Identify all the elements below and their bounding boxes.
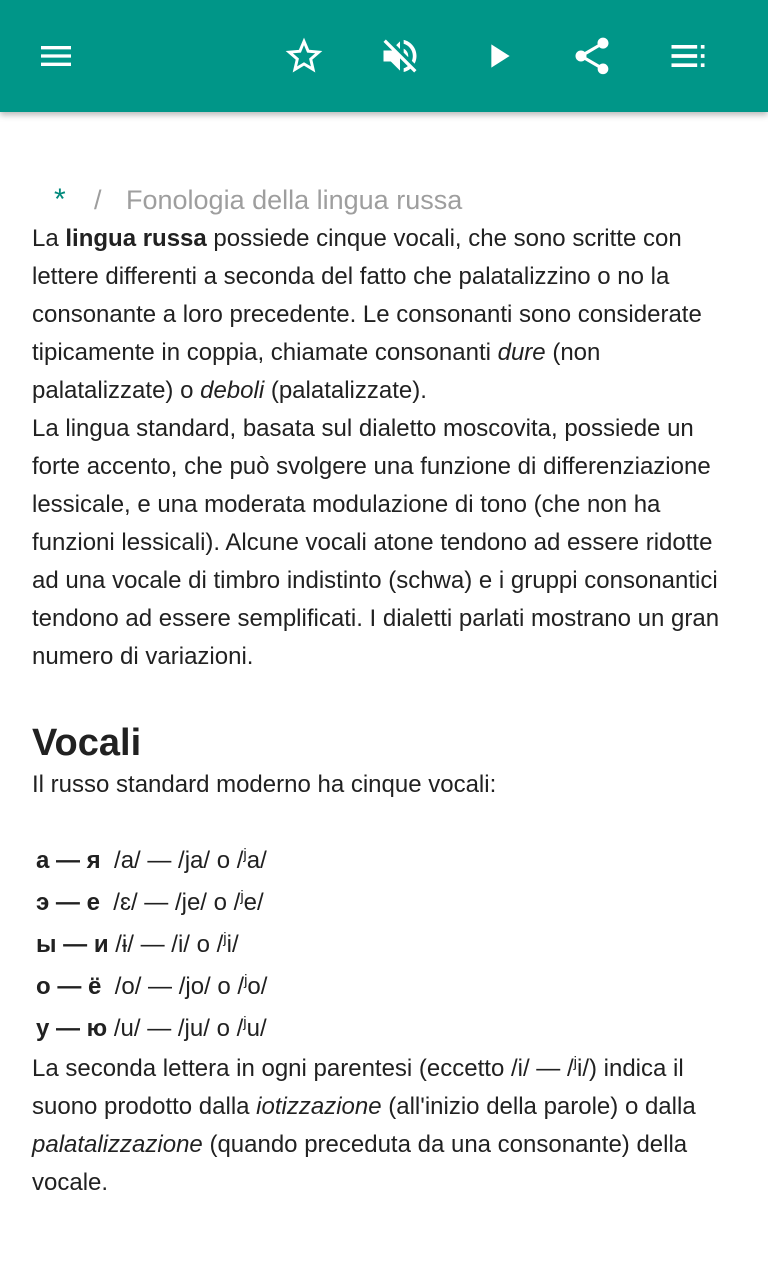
text-run: possiede cinque vocali, che sono scritte con lettere differenti a seconda del fatto che palatalizzino o no la consonante a loro precedente. Le consonanti sono considerate tipicamente in coppia, chiamate consonanti bbox=[32, 225, 702, 366]
mute-button[interactable] bbox=[368, 24, 432, 88]
ipa-text: o/ bbox=[247, 973, 268, 1000]
app-toolbar bbox=[0, 0, 768, 112]
article-content bbox=[32, 112, 742, 1202]
breadcrumb bbox=[32, 180, 742, 220]
text-run: i/) indica il suono prodotto dalla bbox=[32, 1055, 684, 1120]
ipa-superscript: j bbox=[240, 888, 244, 905]
ipa-superscript: j bbox=[244, 972, 248, 989]
playlist-button[interactable] bbox=[656, 24, 720, 88]
ipa-superscript: j bbox=[223, 930, 227, 947]
vowel-row bbox=[32, 882, 742, 924]
breadcrumb-root-link[interactable]: * bbox=[54, 183, 66, 216]
intro-paragraph bbox=[32, 220, 742, 410]
ipa-text: i/ bbox=[226, 931, 239, 958]
vowel-row bbox=[32, 840, 742, 882]
italic-term: deboli bbox=[200, 377, 265, 404]
ipa-superscript: j bbox=[243, 1014, 247, 1031]
vowel-pair: о — ё bbox=[36, 973, 102, 1000]
vowel-explanation-paragraph bbox=[32, 1050, 742, 1202]
menu-button[interactable] bbox=[24, 24, 88, 88]
ipa-superscript: j bbox=[573, 1054, 577, 1071]
ipa-text: e/ bbox=[243, 889, 264, 916]
vowel-pair: а — я bbox=[36, 847, 101, 874]
bookmark-button[interactable] bbox=[272, 24, 336, 88]
vowel-pair: ы — и bbox=[36, 931, 109, 958]
vowel-row bbox=[32, 924, 742, 966]
menu-icon bbox=[36, 36, 76, 76]
playlist-icon bbox=[666, 34, 710, 78]
italic-term: iotizzazione bbox=[256, 1093, 382, 1120]
ipa-superscript: j bbox=[243, 846, 247, 863]
text-run: (quando preceduta da una consonante) della vocale. bbox=[32, 1131, 688, 1196]
star-outline-icon bbox=[282, 34, 326, 78]
breadcrumb-current: Fonologia della lingua russa bbox=[126, 184, 463, 215]
share-button[interactable] bbox=[560, 24, 624, 88]
standard-language-paragraph: La lingua standard, basata sul dialetto moscovita, possiede un forte accento, che può svolgere una funzione di differenziazione lessicale, e una moderata modulazione di tono (che non ha funzioni lessicali). Alcune vocali atone tendono ad essere ridotte ad una vocale di timbro indistinto (schwa) e i gruppi consonantici tendono ad essere semplificati. I dialetti parlati mostrano un gran numero di variazioni. bbox=[32, 415, 720, 670]
text-run: La seconda lettera in ogni parentesi (eccetto /i/ — / bbox=[32, 1055, 574, 1082]
vowel-pair: э — е bbox=[36, 889, 100, 916]
play-icon bbox=[478, 36, 518, 76]
vowel-row bbox=[32, 1008, 742, 1050]
ipa-text: /o/ — /jo/ o / bbox=[114, 973, 245, 1000]
section-intro: Il russo standard moderno ha cinque vocali: bbox=[32, 771, 497, 798]
ipa-text: a/ bbox=[246, 847, 267, 874]
ipa-text: /u/ — /ju/ o / bbox=[113, 1015, 244, 1042]
text-run: La bbox=[32, 225, 66, 252]
italic-term: palatalizzazione bbox=[32, 1131, 203, 1158]
vowel-row bbox=[32, 966, 742, 1008]
ipa-text: u/ bbox=[246, 1015, 267, 1042]
vowel-list bbox=[32, 840, 742, 1050]
text-run: (non palatalizzate) o bbox=[32, 339, 601, 404]
vowel-pair: у — ю bbox=[36, 1015, 108, 1042]
play-button[interactable] bbox=[466, 24, 530, 88]
section-heading: Vocali bbox=[32, 722, 142, 764]
text-run: (palatalizzate). bbox=[264, 377, 427, 404]
italic-term: dure bbox=[497, 339, 546, 366]
ipa-text: /a/ — /ja/ o / bbox=[114, 847, 244, 874]
text-run: (all'inizio della parole) o dalla bbox=[381, 1093, 696, 1120]
ipa-text: /ɛ/ — /je/ o / bbox=[113, 889, 241, 916]
volume-off-icon bbox=[378, 34, 422, 78]
breadcrumb-separator: / bbox=[94, 184, 102, 215]
ipa-text: /ɨ/ — /i/ o / bbox=[115, 931, 224, 958]
bold-term: lingua russa bbox=[65, 225, 207, 252]
share-icon bbox=[570, 34, 614, 78]
